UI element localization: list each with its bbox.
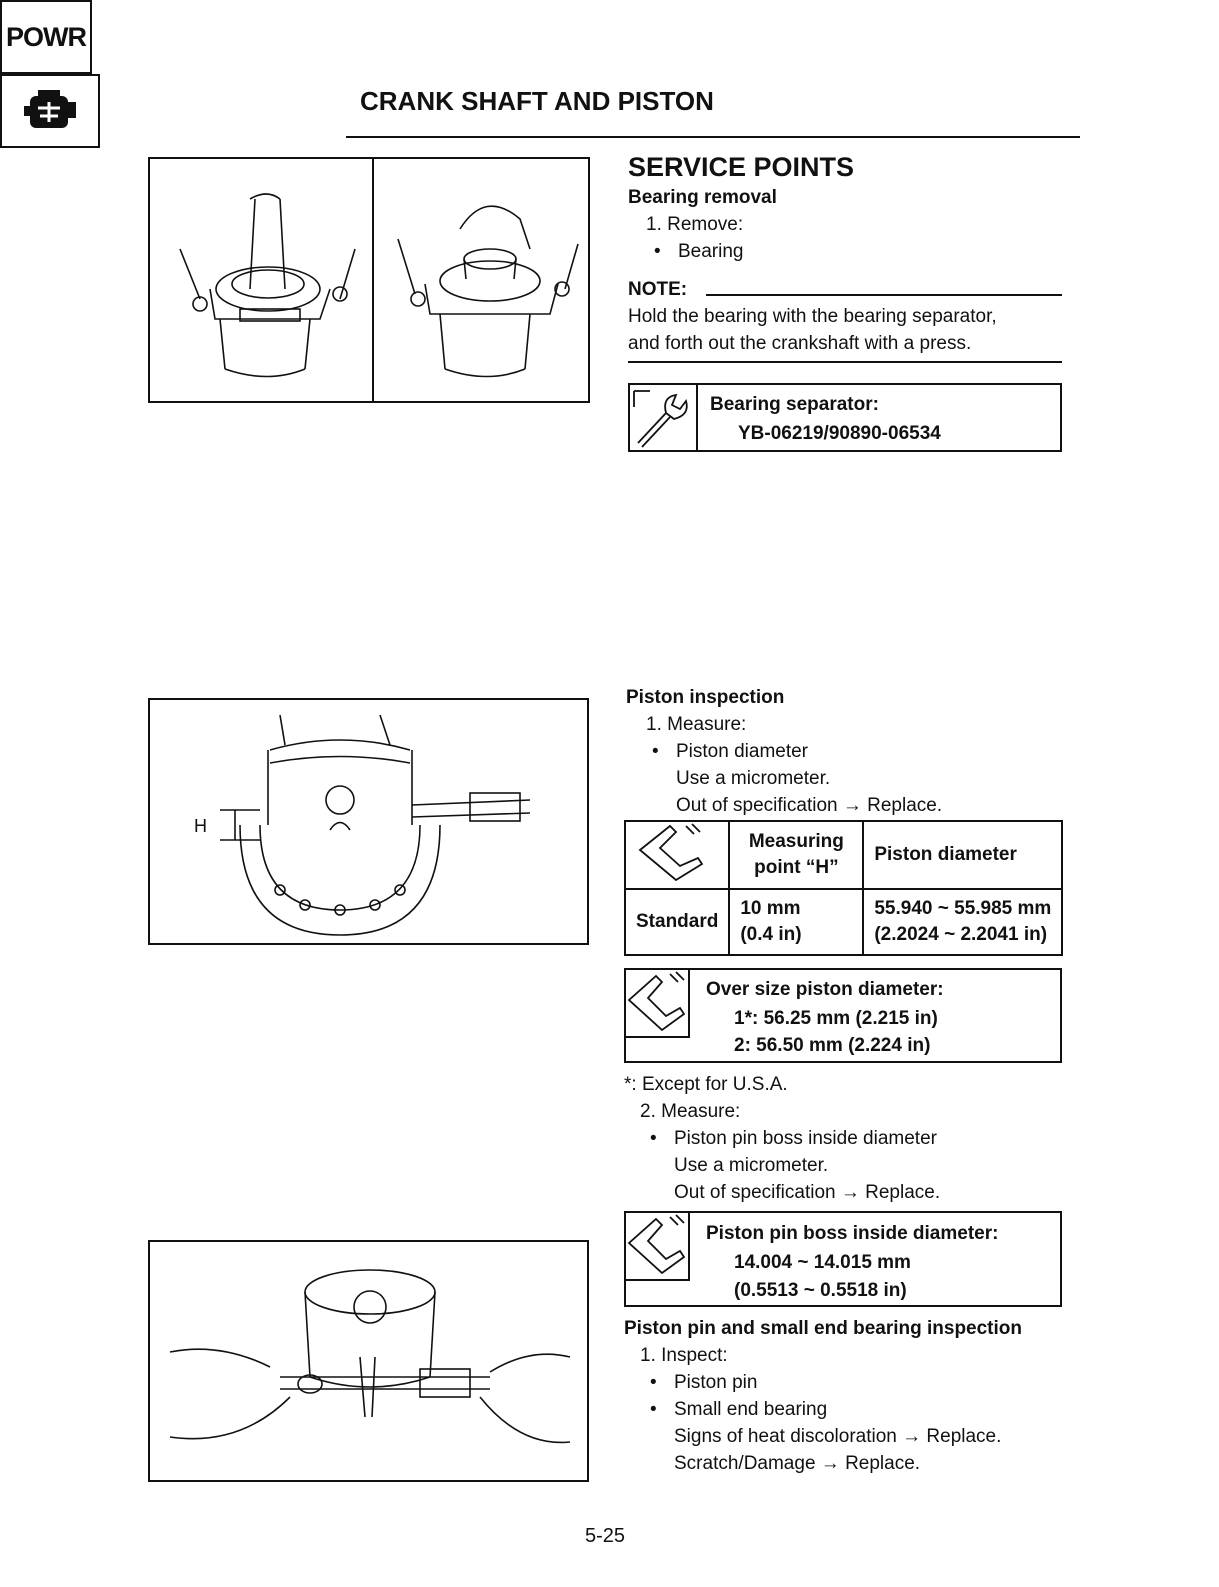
table-header-cell: Measuring point “H” [729,821,863,889]
piston-diameter-table [624,820,1063,956]
tool-name: Bearing separator: [710,394,879,415]
step-measure: 1. Measure: [646,714,747,735]
note-label: NOTE: [628,279,688,300]
table-row-label: Standard [625,889,729,955]
instruction-text: Signs of heat discoloration → Replace. [674,1426,1002,1447]
bearing-separator-illustration-left [170,179,360,389]
piston-micrometer-illustration [180,705,580,940]
page-number: 5-25 [585,1525,626,1547]
step-measure: 2. Measure: [640,1101,741,1122]
figure-piston-pin-boss [148,1240,589,1482]
caliper-icon [626,970,690,1038]
pin-inspection-heading: Piston pin and small end bearing inspection [624,1318,1022,1339]
instruction-text: Use a micrometer. [676,768,831,789]
caliper-icon [626,1213,690,1281]
table-header-cell: Piston diameter [863,821,1062,889]
list-item: • Bearing [678,241,744,263]
figure-bearing-removal [148,157,590,403]
boss-spec-box [624,1211,1062,1307]
list-item: • Small end bearing [674,1399,827,1421]
piston-pin-boss-illustration [160,1247,580,1479]
boss-value: 14.004 ~ 14.015 mm [734,1252,911,1273]
oversize-spec-box [624,968,1062,1063]
bearing-removal-heading: Bearing removal [628,187,777,208]
step-remove: 1. Remove: [646,214,744,235]
list-item: • Piston pin boss inside diameter [674,1128,937,1150]
figure-divider [372,159,374,403]
note-end-rule [628,361,1062,363]
special-tool-box [628,383,1062,452]
instruction-text: Scratch/Damage → Replace. [674,1453,921,1474]
bearing-separator-illustration-right [390,189,580,389]
section-code: POWR [0,0,92,74]
caliper-icon [625,821,729,889]
engine-icon [0,74,100,148]
list-item: • Piston diameter [676,741,808,763]
page-title: CRANK SHAFT AND PISTON [360,86,714,116]
footnote: *: Except for U.S.A. [624,1074,788,1095]
instruction-text: Use a micrometer. [674,1155,829,1176]
figure-piston-diameter [148,698,589,945]
wrench-tool-icon [630,385,698,450]
list-item: • Piston pin [674,1372,757,1394]
oversize-value: 1*: 56.25 mm (2.215 in) [734,1008,938,1029]
piston-inspection-heading: Piston inspection [626,687,785,708]
step-inspect: 1. Inspect: [640,1345,728,1366]
instruction-text: Out of specification → Replace. [676,795,943,816]
boss-value: (0.5513 ~ 0.5518 in) [734,1280,907,1301]
table-cell: 10 mm (0.4 in) [729,889,863,955]
header-rule [346,136,1080,138]
oversize-value: 2: 56.50 mm (2.224 in) [734,1035,931,1056]
tool-number: YB-06219/90890-06534 [738,423,941,444]
service-points-heading: SERVICE POINTS [628,152,855,182]
h-label: H [194,816,207,836]
note-rule [706,294,1062,296]
boss-heading: Piston pin boss inside diameter: [706,1223,999,1244]
note-text: and forth out the crankshaft with a press. [628,333,972,354]
instruction-text: Out of specification → Replace. [674,1182,941,1203]
note-text: Hold the bearing with the bearing separator, [628,306,997,327]
table-cell: 55.940 ~ 55.985 mm (2.2024 ~ 2.2041 in) [863,889,1062,955]
oversize-heading: Over size piston diameter: [706,979,944,1000]
